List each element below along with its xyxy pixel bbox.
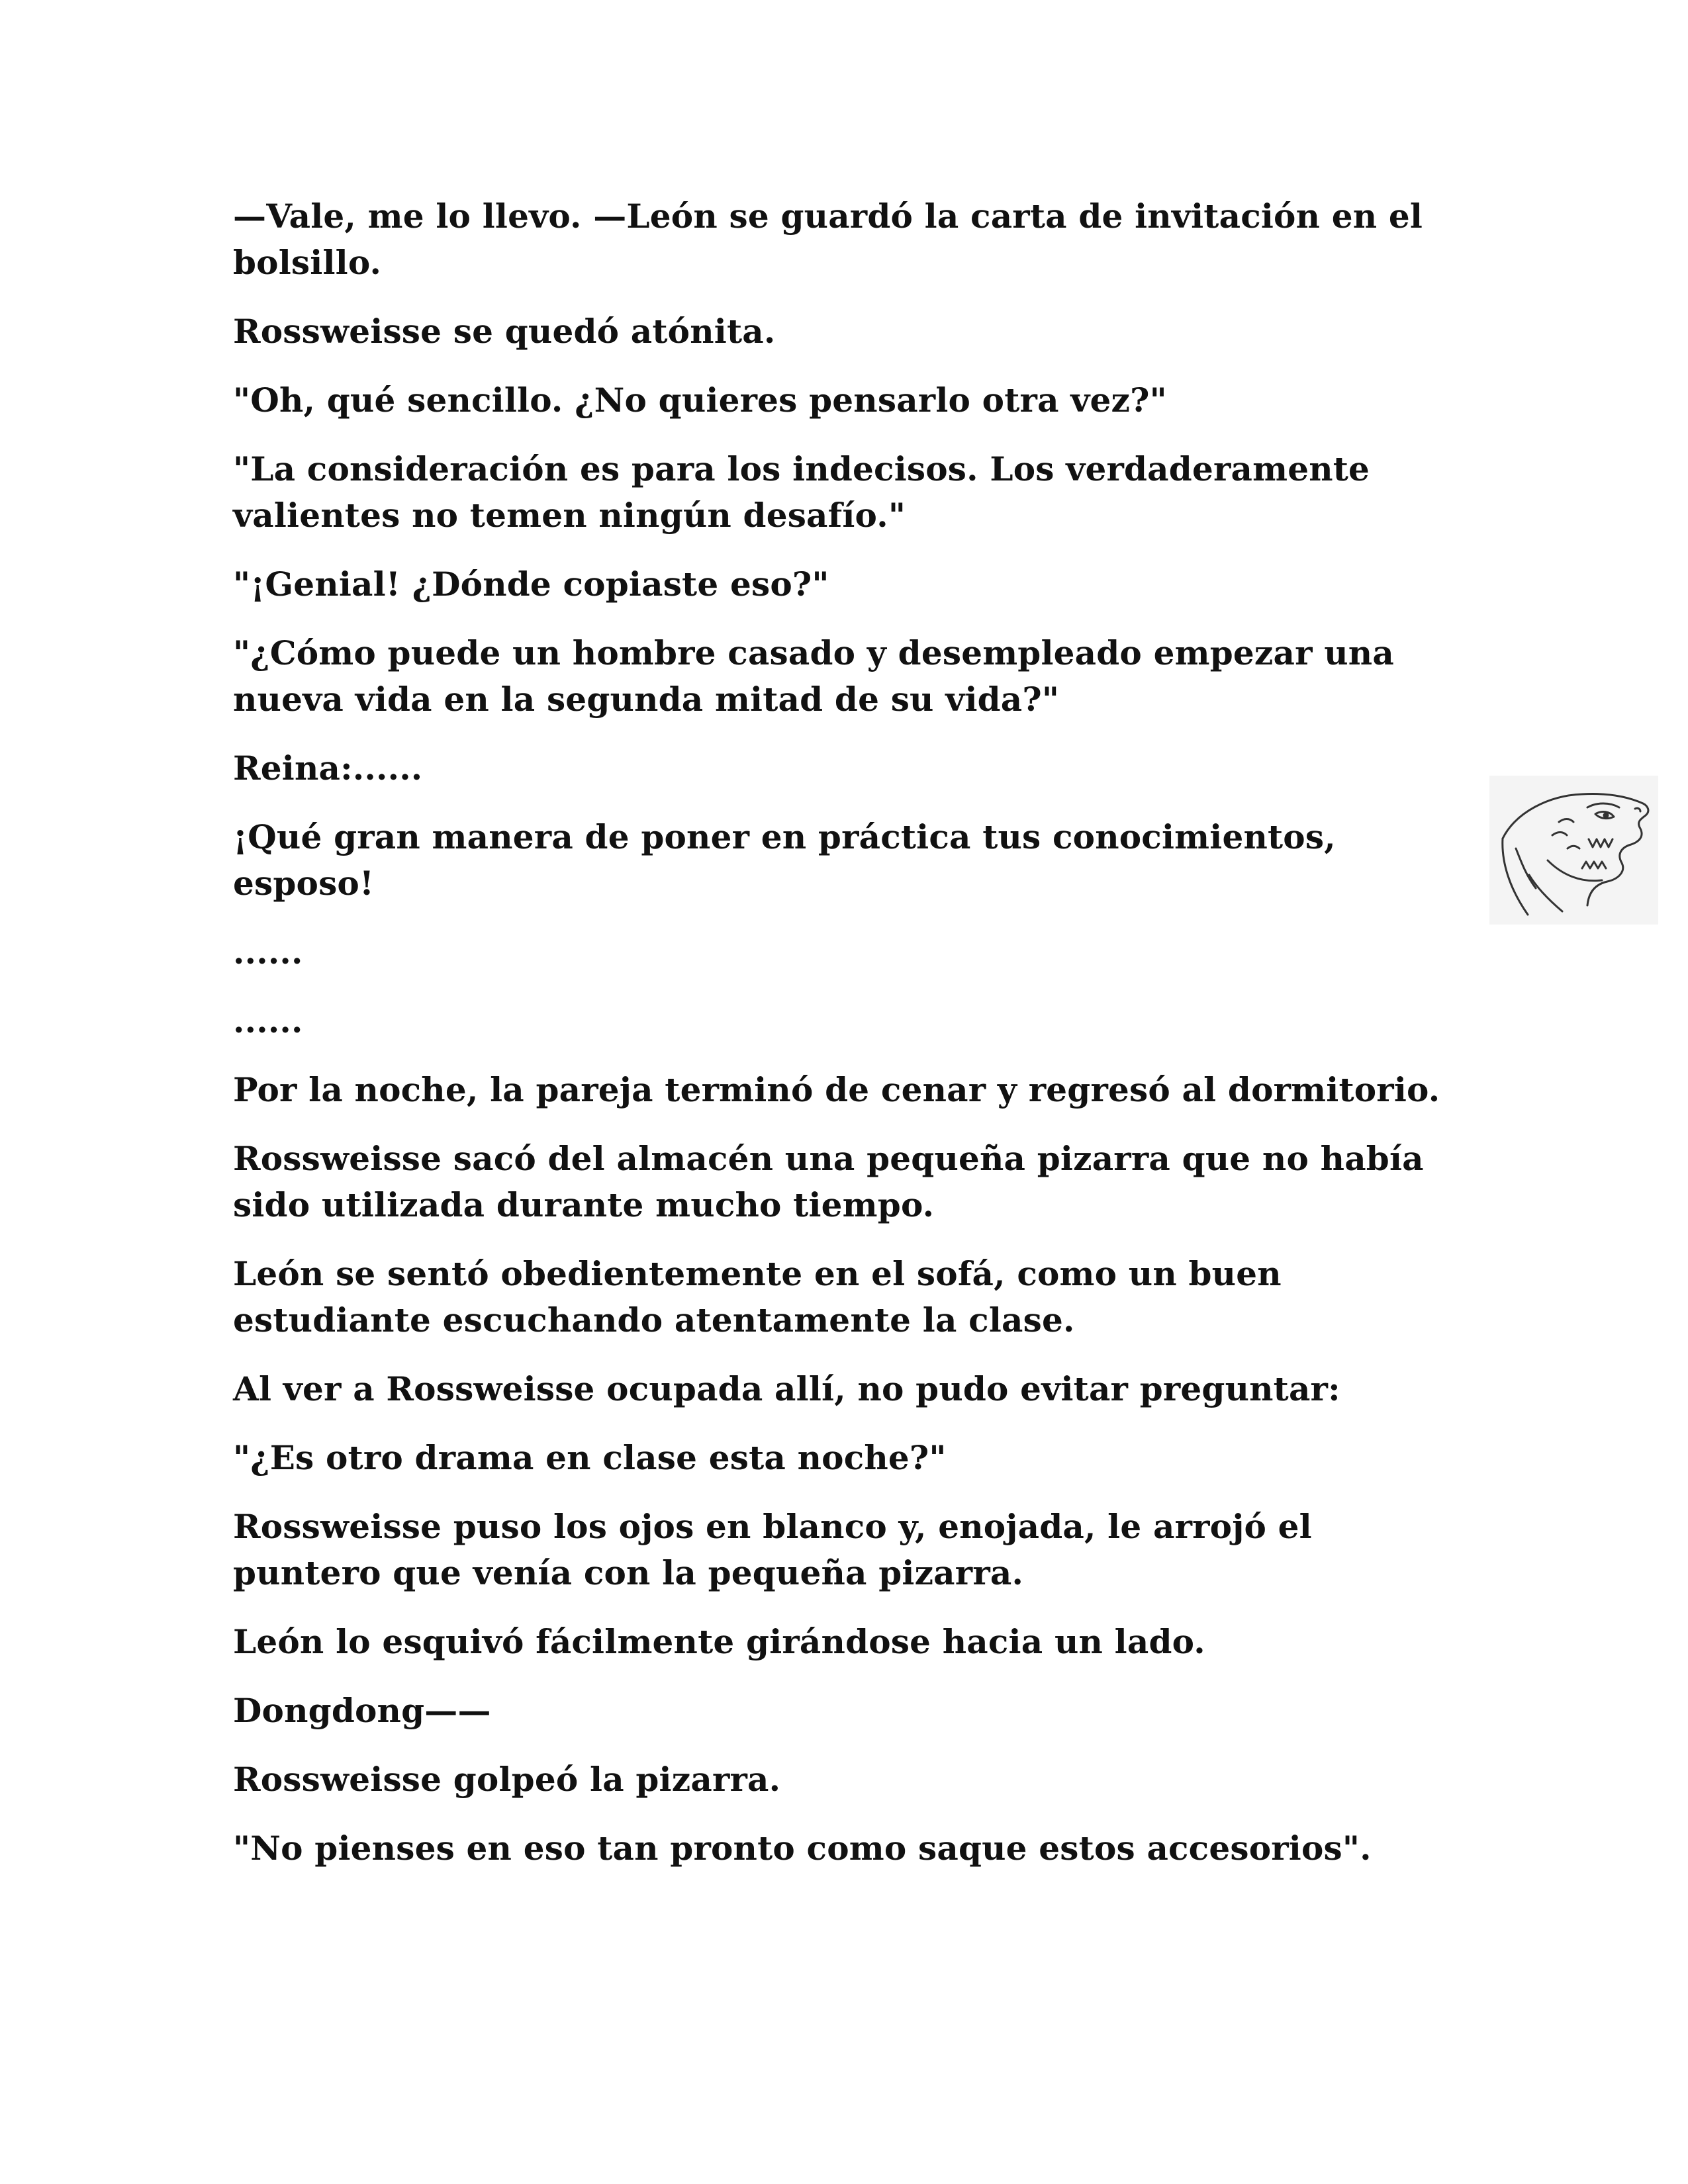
paragraph: ......: [233, 1001, 303, 1040]
paragraph: Por la noche, la pareja terminó de cenar y regresó al dormitorio.: [233, 1070, 1440, 1109]
dinosaur-head-sketch-icon: [1489, 776, 1658, 925]
paragraph: "¿Cómo puede un hombre casado y desempleado empezar una nueva vida en la segunda mitad de su vida?": [233, 633, 1394, 719]
paragraph: "La consideración es para los indecisos. Los verdaderamente valientes no temen ningún desafío.": [233, 449, 1370, 535]
paragraph: Dongdong——: [233, 1691, 491, 1730]
paragraph: Reina:......: [233, 749, 423, 788]
paragraph: "¡Genial! ¿Dónde copiaste eso?": [233, 565, 829, 604]
paragraph: "¿Es otro drama en clase esta noche?": [233, 1438, 947, 1477]
paragraph: Rossweisse sacó del almacén una pequeña pizarra que no había sido utilizada durante mucho tiempo.: [233, 1139, 1424, 1224]
paragraph: Al ver a Rossweisse ocupada allí, no pudo evitar preguntar:: [233, 1369, 1340, 1408]
paragraph: "Oh, qué sencillo. ¿No quieres pensarlo otra vez?": [233, 381, 1167, 420]
text-column: [233, 193, 1464, 1894]
paragraph: Rossweisse se quedó atónita.: [233, 312, 776, 351]
paragraph: "No pienses en eso tan pronto como saque estos accesorios".: [233, 1829, 1372, 1868]
paragraph: Rossweisse puso los ojos en blanco y, enojada, le arrojó el puntero que venía con la pequeña pizarra.: [233, 1507, 1312, 1592]
paragraph: León se sentó obedientemente en el sofá, como un buen estudiante escuchando atentamente la clase.: [233, 1254, 1282, 1340]
paragraph: ¡Qué gran manera de poner en práctica tus conocimientos, esposo!: [233, 817, 1336, 903]
paragraph: —Vale, me lo llevo. —León se guardó la carta de invitación en el bolsillo.: [233, 197, 1423, 282]
paragraph: León lo esquivó fácilmente girándose hacia un lado.: [233, 1622, 1205, 1661]
paragraph: Rossweisse golpeó la pizarra.: [233, 1760, 781, 1799]
paragraph: ......: [233, 933, 303, 972]
